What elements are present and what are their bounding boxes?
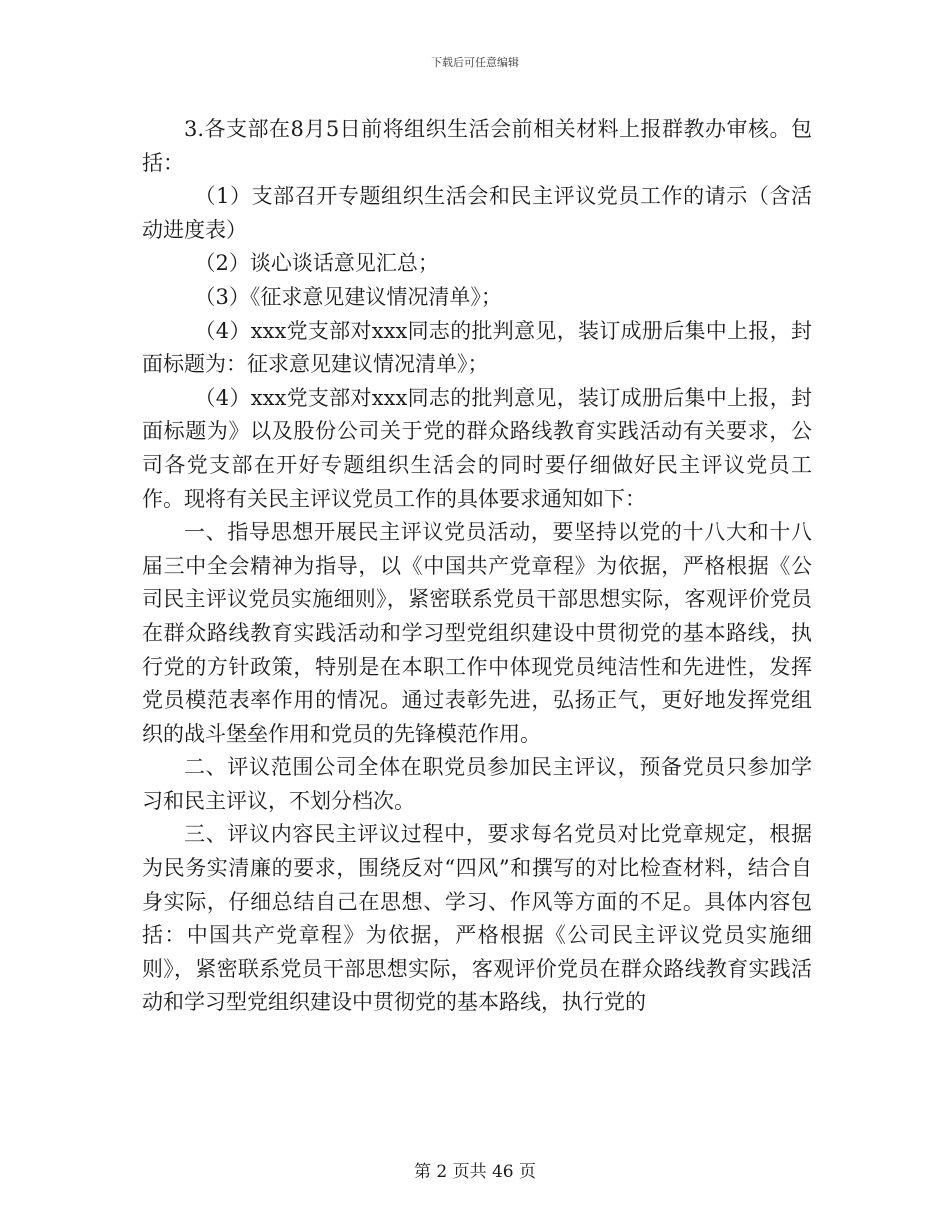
paragraph-section-2: 二、评议范围公司全体在职党员参加民主评议，预备党员只参加学习和民主评议，不划分档次。 — [142, 755, 812, 813]
paragraph-sub-4b: （4）xxx党支部对xxx同志的批判意见，装订成册后集中上报，封面标题为》以及股份公司关于党的群众路线教育实践活动有关要求，公司各党支部在开好专题组织生活会的同时要仔细做好民主评议党员工作。现将有关民主评议党员工作的具体要求通知如下： — [142, 385, 812, 511]
paragraph-sub-4a: （4）xxx党支部对xxx同志的批判意见，装订成册后集中上报，封面标题为：征求意见建议情况清单》； — [142, 318, 812, 377]
paragraph-section-1: 一、指导思想开展民主评议党员活动，要坚持以党的十八大和十八届三中全会精神为指导，以《中国共产党章程》为依据，严格根据《公司民主评议党员实施细则》，紧密联系党员干部思想实际，客观评价党员在群众路线教育实践活动和学习型党组织建设中贯彻党的基本路线，执行党的方针政策，特别是在本职工作中体现党员纯洁性和先进性，发挥党员模范表率作用的情况。通过表彰先进，弘扬正气，更好地发挥党组织的战斗堡垒作用和党员的先锋模范作用。 — [142, 520, 812, 746]
header-note: 下载后可任意编辑 — [431, 56, 519, 69]
document-body — [142, 113, 812, 1020]
paragraph-sub-1: （1）支部召开专题组织生活会和民主评议党员工作的请示（含活动进度表） — [142, 184, 812, 242]
paragraph-section-3: 三、评议内容民主评议过程中，要求每名党员对比党章规定，根据为民务实清廉的要求，围绕反对“四风”和撰写的对比检查材料，结合自身实际，仔细总结自己在思想、学习、作风等方面的不足。具体内容包括：中国共产党章程》为依据，严格根据《公司民主评议党员实施细则》，紧密联系党员干部思想实际，客观评价党员在群众路线教育实践活动和学习型党组织建设中贯彻党的基本路线，执行党的 — [142, 822, 812, 1015]
page-number: 第 2 页共 46 页 — [413, 1162, 537, 1182]
paragraph-sub-2: （2）谈心谈话意见汇总； — [194, 251, 439, 276]
paragraph-sub-3: （3）《征求意见建议情况清单》； — [194, 284, 502, 309]
paragraph-item-3: 3.各支部在8月5日前将组织生活会前相关材料上报群教办审核。包括： — [142, 117, 812, 175]
